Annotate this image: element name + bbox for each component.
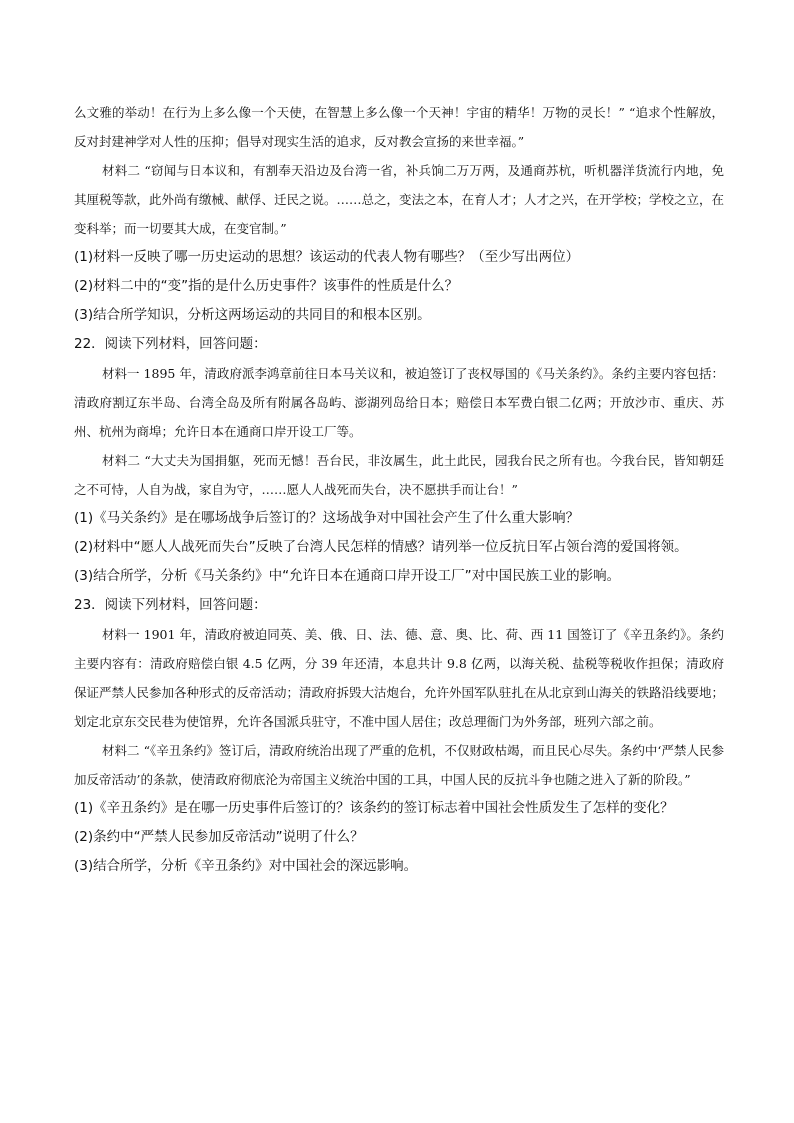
q22-question-3: (3)结合所学，分析《马关条约》中“允许日本在通商口岸开设工厂”对中国民族工业的影响。 <box>74 568 621 584</box>
q23-question-2: (2)条约中“严禁人民参加反帝活动”说明了什么？ <box>74 829 364 845</box>
page-content <box>74 98 724 881</box>
q23-heading: 23．阅读下列材料，回答问题： <box>74 597 267 613</box>
q23-question-3: (3)结合所学，分析《辛丑条约》对中国社会的深远影响。 <box>74 858 418 874</box>
q22-material1: 材料一 1895 年，清政府派李鸿章前往日本马关议和，被迫签订了丧权辱国的《马关条约》。条约主要内容包括：清政府割辽东半岛、台湾全岛及所有附属各岛屿、澎湖列岛给日本；赔偿日本军费白银二亿两；开放沙市、重庆、苏州、杭州为商埠；允许日本在通商口岸开设工厂等。 <box>74 366 724 439</box>
q22-question-2: (2)材料中“愿人人战死而失台”反映了台湾人民怎样的情感？请列举一位反抗日军占领台湾的爱国将领。 <box>74 539 688 555</box>
q21-question-1: (1)材料一反映了哪一历史运动的思想？该运动的代表人物有哪些？（至少写出两位） <box>74 249 580 265</box>
q21-material2: 材料二 “窃闻与日本议和，有割奉天沿边及台湾一省，补兵饷二万万两，及通商苏杭，听机器洋货流行内地，免其厘税等款，此外尚有缴械、献俘、迁民之说。……总之，变法之本，在育人才；人才之兴，在开学校；学校之立，在变科举；而一切要其大成，在变官制。” <box>74 163 725 236</box>
q21-material1-continuation: 么文雅的举动！在行为上多么像一个天使，在智慧上多么像一个天神！宇宙的精华！万物的灵长！” “追求个性解放，反对封建神学对人性的压抑；倡导对现实生活的追求，反对教会宣扬的来世幸福。” <box>74 105 724 149</box>
q21-question-2: (2)材料二中的“变”指的是什么历史事件？该事件的性质是什么？ <box>74 278 459 294</box>
q23-material2: 材料二 “《辛丑条约》签订后，清政府统治出现了严重的危机，不仅财政枯竭，而且民心尽失。条约中‘严禁人民参加反帝活动’的条款，使清政府彻底沦为帝国主义统治中国的工具，中国人民的反抗斗争也随之进入了新的阶段。” <box>74 743 724 787</box>
q21-question-3: (3)结合所学知识，分析这两场运动的共同目的和根本区别。 <box>74 307 431 323</box>
q22-heading: 22．阅读下列材料，回答问题： <box>74 336 267 352</box>
q22-question-1: (1)《马关条约》是在哪场战争后签订的？这场战争对中国社会产生了什么重大影响？ <box>74 510 580 526</box>
q22-material2: 材料二 “大丈夫为国捐躯，死而无憾！吾台民，非汝属生，此土此民，园我台民之所有也。今我台民，皆知朝廷之不可恃，人自为战，家自为守，……愿人人战死而失台，决不愿拱手而让台！” <box>74 453 724 497</box>
q23-material1: 材料一 1901 年，清政府被迫同英、美、俄、日、法、德、意、奥、比、荷、西 11 国签订了《辛丑条约》。条约主要内容有：清政府赔偿白银 4.5 亿两，分 39 年还清，本息共计 9.8 亿两，以海关税、盐税等税收作担保；清政府保证严禁人民参加各种形式的反帝活动；清政府拆毁大沽炮台，允许外国军队驻扎在从北京到山海关的铁路沿线要地；划定北京东交民巷为使馆界，允许各国派兵驻守，不准中国人居住；改总理衙门为外务部，班列六部之前。 <box>74 627 725 729</box>
q23-question-1: (1)《辛丑条约》是在哪一历史事件后签订的？该条约的签订标志着中国社会性质发生了怎样的变化？ <box>74 800 674 816</box>
